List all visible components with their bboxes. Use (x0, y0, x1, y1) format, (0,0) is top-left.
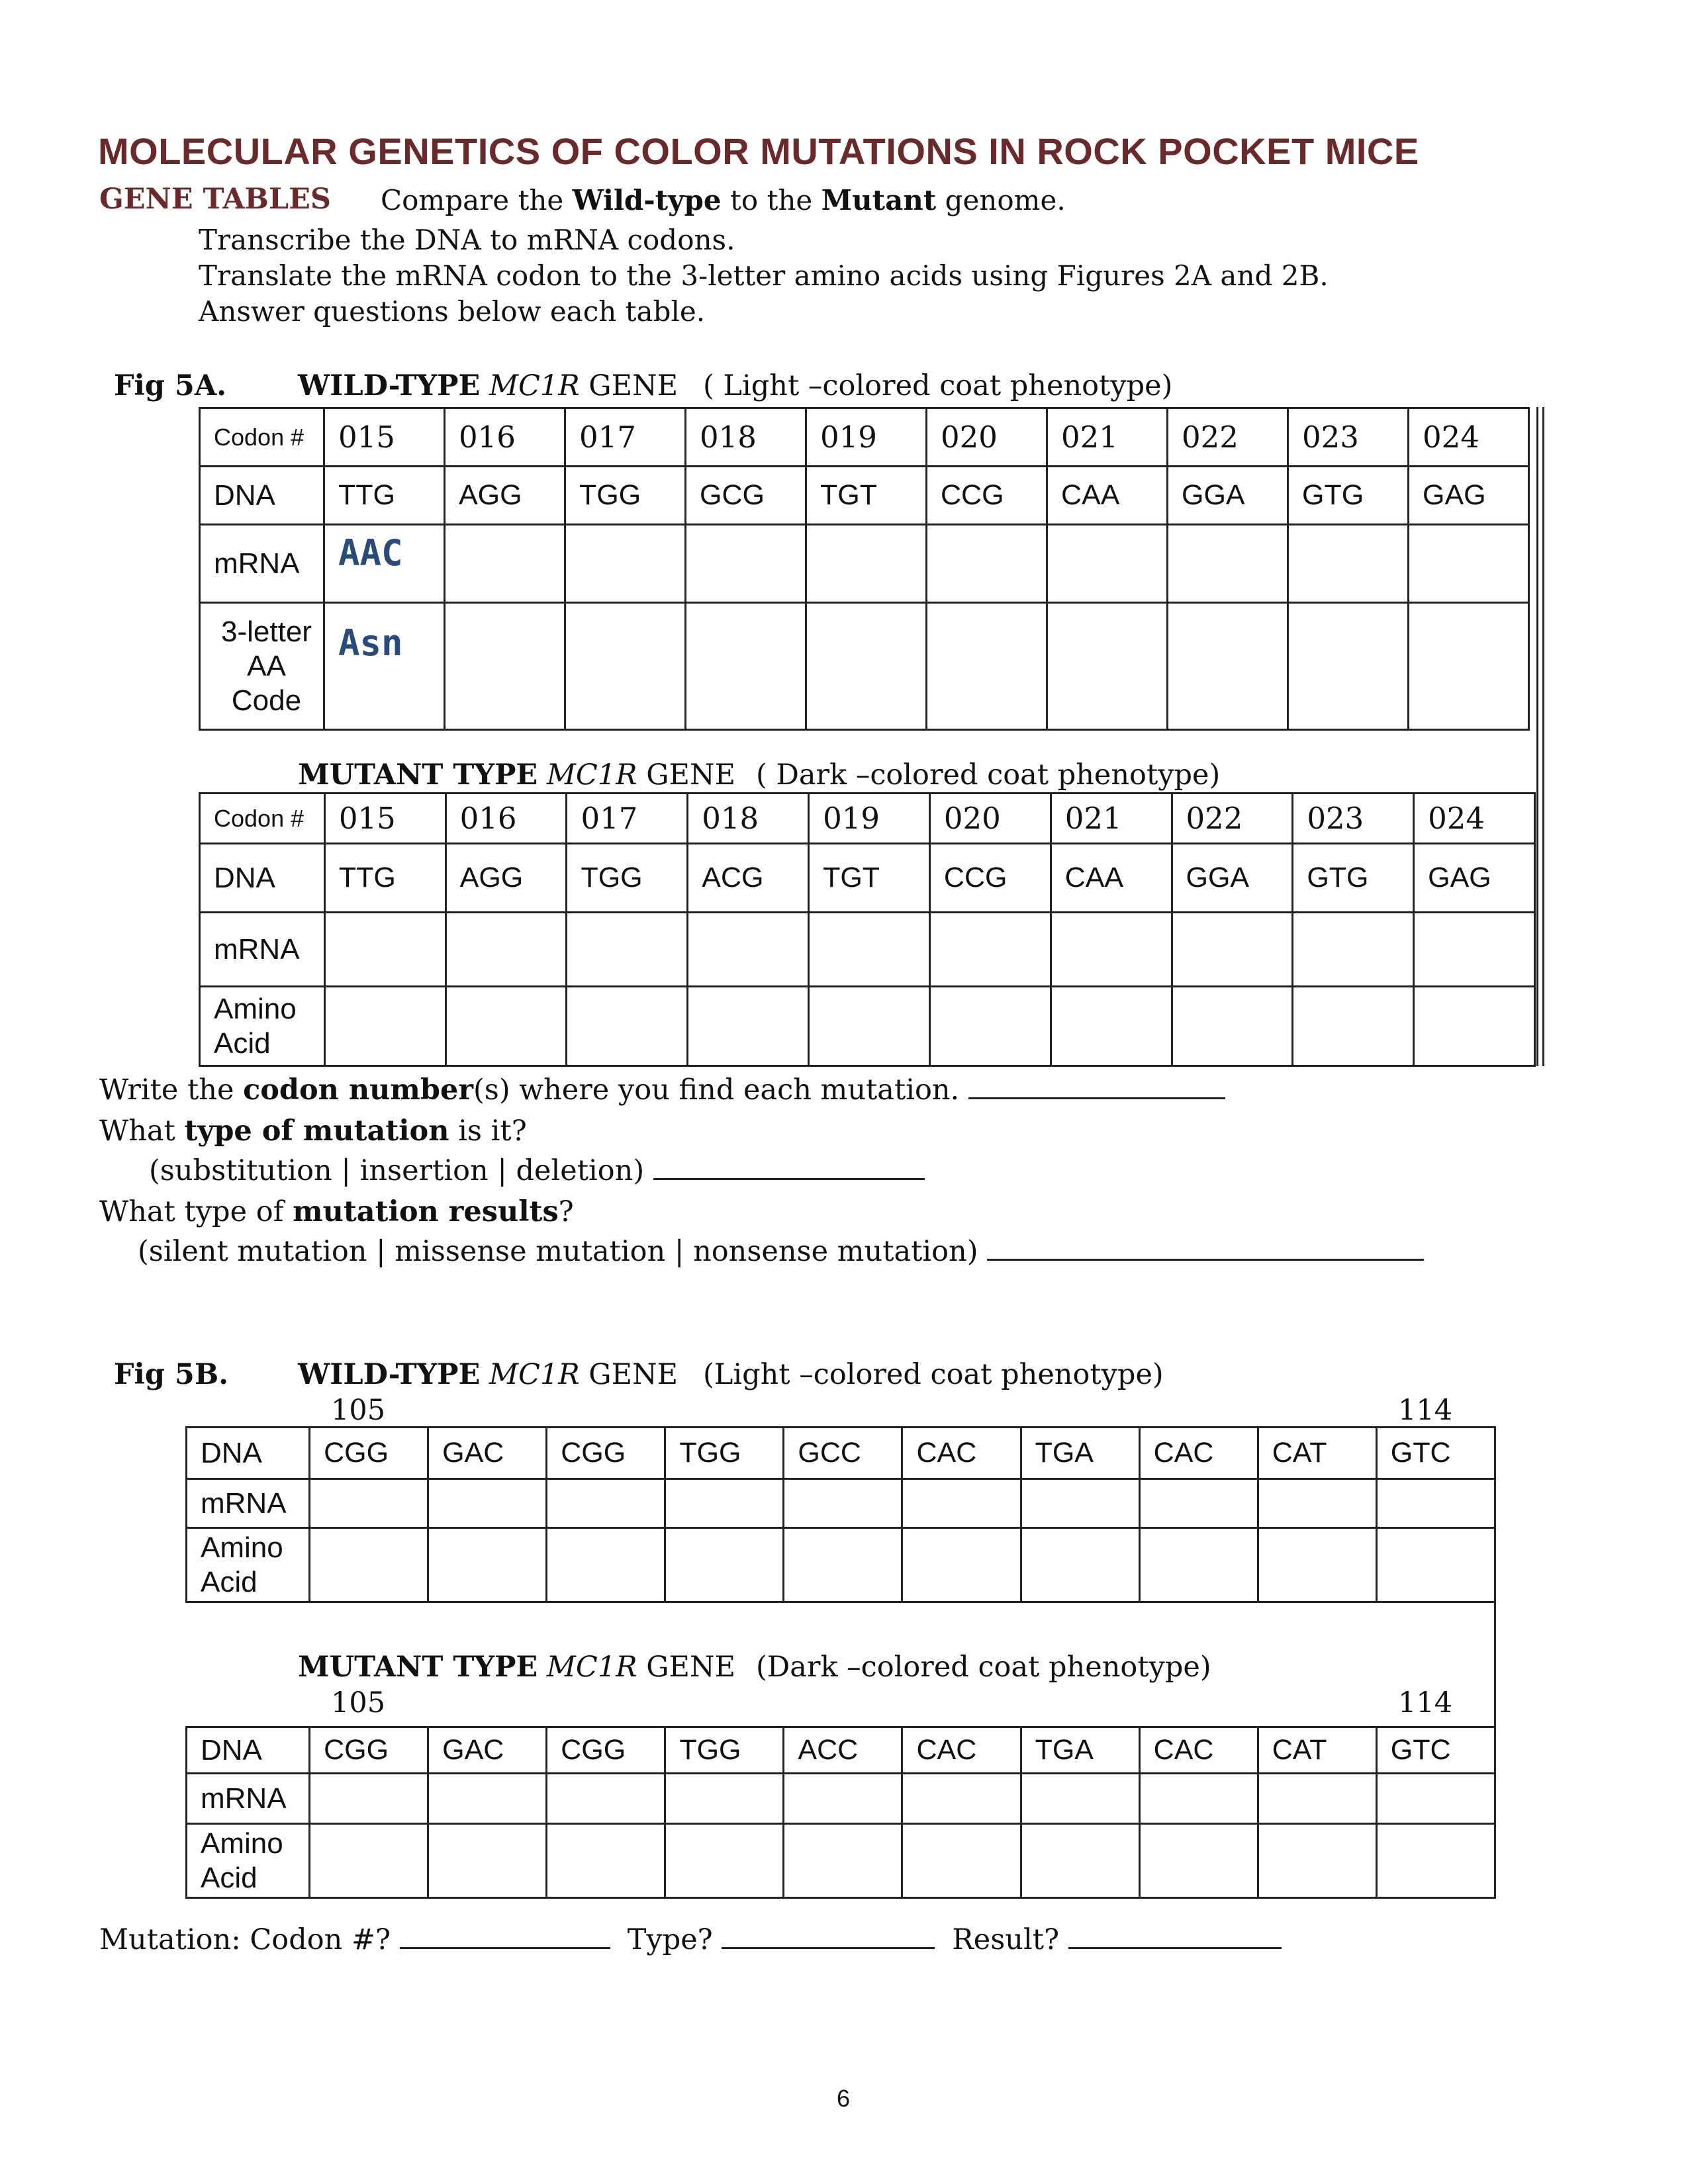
codon-cell: 023 (1293, 794, 1414, 844)
mrna-answer-cell[interactable] (1376, 1774, 1495, 1824)
aa-answer-cell[interactable] (445, 603, 565, 730)
mutation-result-options: (silent mutation | missense mutation | nonsense mutation) (138, 1235, 1424, 1268)
codon-cell: 024 (1409, 408, 1529, 467)
aa-answer-cell[interactable] (1021, 1824, 1139, 1898)
mrna-answer-cell[interactable] (686, 525, 806, 603)
codon-cell: 019 (806, 408, 927, 467)
fig-5a-wild-table (199, 407, 1530, 731)
fig-5b-wild-title: WILD-TYPE MC1R GENE (298, 1358, 679, 1391)
aa-answer-cell[interactable] (686, 603, 806, 730)
codon-cell: 016 (445, 408, 565, 467)
intro-line: Compare the Wild-type to the Mutant genome. (381, 184, 1066, 216)
mrna-answer-cell[interactable] (927, 525, 1047, 603)
aa-answer-cell[interactable] (1258, 1824, 1376, 1898)
mrna-answer-cell[interactable] (665, 1479, 784, 1528)
mrna-answer-cell[interactable] (1051, 913, 1172, 987)
start-codon-number: 105 (331, 1686, 386, 1719)
aa-example-cell[interactable]: Asn (324, 603, 445, 730)
codon-row (200, 408, 1529, 467)
dna-row (187, 1428, 1495, 1479)
codon-cell: 019 (809, 794, 930, 844)
mrna-answer-cell[interactable] (567, 913, 688, 987)
row-label-aa: Amino Acid (187, 1528, 310, 1602)
codon-cell: 016 (445, 794, 567, 844)
row-label-mrna: mRNA (200, 913, 325, 987)
mrna-answer-cell[interactable] (1288, 525, 1409, 603)
dna-cell: ACG (688, 844, 809, 913)
dna-cell: CGG (547, 1727, 665, 1774)
mutation-answer-line: Mutation: Codon #? Type? Result? (99, 1923, 1282, 1956)
aa-answer-cell[interactable] (445, 987, 567, 1066)
mrna-example-cell[interactable]: AAC (324, 525, 445, 603)
amino-acid-row (200, 987, 1535, 1066)
mrna-answer-cell[interactable] (784, 1479, 902, 1528)
mrna-answer-cell[interactable] (1021, 1774, 1139, 1824)
dna-cell: CAC (1139, 1428, 1258, 1479)
dna-cell: GTC (1376, 1428, 1495, 1479)
codon-row (200, 794, 1535, 844)
mrna-answer-cell[interactable] (310, 1774, 428, 1824)
fig-5b-mutant-table (185, 1726, 1496, 1899)
mrna-answer-cell[interactable] (445, 913, 567, 987)
dna-row (200, 844, 1535, 913)
codon-cell: 021 (1051, 794, 1172, 844)
mrna-answer-cell[interactable] (806, 525, 927, 603)
codon-cell: 015 (324, 408, 445, 467)
mrna-answer-cell[interactable] (688, 913, 809, 987)
fig-5a-mutant-title: MUTANT TYPE MC1R GENE (298, 758, 735, 792)
mrna-answer-cell[interactable] (1258, 1479, 1376, 1528)
row-label-dna: DNA (200, 467, 324, 525)
row-label-dna: DNA (200, 844, 325, 913)
mrna-answer-cell[interactable] (1047, 525, 1168, 603)
aa-answer-cell[interactable] (547, 1528, 665, 1602)
dna-cell: TGA (1021, 1727, 1139, 1774)
codon-cell: 021 (1047, 408, 1168, 467)
mrna-answer-cell[interactable] (310, 1479, 428, 1528)
aa-answer-cell[interactable] (1258, 1528, 1376, 1602)
aa-answer-cell[interactable] (1047, 603, 1168, 730)
dna-cell: CAC (902, 1428, 1021, 1479)
mrna-answer-cell[interactable] (1414, 913, 1535, 987)
aa-answer-cell[interactable] (1293, 987, 1414, 1066)
dna-cell: CAT (1258, 1428, 1376, 1479)
mrna-answer-cell[interactable] (547, 1479, 665, 1528)
dna-cell: GCC (784, 1428, 902, 1479)
aa-answer-cell[interactable] (784, 1528, 902, 1602)
aa-answer-cell[interactable] (929, 987, 1051, 1066)
mrna-row (200, 525, 1529, 603)
answer-blank-codon[interactable] (968, 1073, 1225, 1099)
dna-cell: CAT (1258, 1727, 1376, 1774)
instruction-step-1: Transcribe the DNA to mRNA codons. (199, 224, 735, 256)
dna-cell: TGG (665, 1428, 784, 1479)
aa-answer-cell[interactable] (688, 987, 809, 1066)
aa-answer-cell[interactable] (310, 1824, 428, 1898)
dna-cell: GCG (686, 467, 806, 525)
aa-answer-cell[interactable] (567, 987, 688, 1066)
fig-5a-wild-phenotype: ( Light –colored coat phenotype) (703, 369, 1173, 402)
aa-answer-cell[interactable] (806, 603, 927, 730)
mrna-answer-cell[interactable] (929, 913, 1051, 987)
aa-answer-cell[interactable] (665, 1528, 784, 1602)
amino-acid-row (200, 603, 1529, 730)
dna-cell: AGG (445, 844, 567, 913)
dna-cell: GAG (1414, 844, 1535, 913)
mrna-answer-cell[interactable] (428, 1479, 547, 1528)
fig-5a-wild-title: WILD-TYPE MC1R GENE (298, 369, 679, 402)
answer-blank-codon[interactable] (400, 1923, 610, 1949)
codon-cell: 017 (567, 794, 688, 844)
page-title: MOLECULAR GENETICS OF COLOR MUTATIONS IN ROCK POCKET MICE (98, 130, 1419, 172)
mrna-answer-cell[interactable] (1376, 1479, 1495, 1528)
dna-cell: AGG (445, 467, 565, 525)
table-border-rule (1536, 407, 1538, 1066)
dna-cell: CCG (927, 467, 1047, 525)
aa-answer-cell[interactable] (565, 603, 686, 730)
dna-cell: GTG (1293, 844, 1414, 913)
aa-answer-cell[interactable] (927, 603, 1047, 730)
mrna-row (187, 1479, 1495, 1528)
fig-5b-wild-phenotype: (Light –colored coat phenotype) (703, 1358, 1164, 1391)
dna-cell: GGA (1172, 844, 1293, 913)
mrna-answer-cell[interactable] (1409, 525, 1529, 603)
dna-cell: CGG (310, 1727, 428, 1774)
dna-cell: TGT (806, 467, 927, 525)
codon-cell: 018 (688, 794, 809, 844)
aa-answer-cell[interactable] (1409, 603, 1529, 730)
mrna-answer-cell[interactable] (902, 1774, 1021, 1824)
codon-cell: 015 (324, 794, 445, 844)
mrna-answer-cell[interactable] (1258, 1774, 1376, 1824)
aa-answer-cell[interactable] (1021, 1528, 1139, 1602)
dna-cell: CAC (902, 1727, 1021, 1774)
aa-answer-cell[interactable] (324, 987, 445, 1066)
dna-cell: GAC (428, 1727, 547, 1774)
aa-answer-cell[interactable] (1139, 1824, 1258, 1898)
aa-answer-cell[interactable] (1414, 987, 1535, 1066)
dna-row (200, 467, 1529, 525)
dna-cell: GAC (428, 1428, 547, 1479)
page-number: 6 (837, 2085, 851, 2112)
amino-acid-row (187, 1528, 1495, 1602)
aa-answer-cell[interactable] (428, 1824, 547, 1898)
dna-cell: TTG (324, 467, 445, 525)
dna-row (187, 1727, 1495, 1774)
dna-cell: CCG (929, 844, 1051, 913)
aa-answer-cell[interactable] (1172, 987, 1293, 1066)
row-label-aa: Amino Acid (200, 987, 325, 1066)
answer-blank-result[interactable] (987, 1235, 1424, 1261)
dna-cell: TGA (1021, 1428, 1139, 1479)
dna-cell: CAA (1047, 467, 1168, 525)
answer-blank-type[interactable] (653, 1154, 925, 1180)
mrna-answer-cell[interactable] (1021, 1479, 1139, 1528)
mrna-answer-cell[interactable] (1168, 525, 1288, 603)
aa-answer-cell[interactable] (1376, 1824, 1495, 1898)
dna-cell: GGA (1168, 467, 1288, 525)
fig-5b-mutant-title: MUTANT TYPE MC1R GENE (298, 1651, 735, 1684)
dna-cell: TTG (324, 844, 445, 913)
instruction-step-3: Answer questions below each table. (199, 295, 706, 328)
table-border-rule (1494, 1602, 1496, 1729)
mrna-answer-cell[interactable] (1172, 913, 1293, 987)
answer-blank-result[interactable] (1068, 1923, 1282, 1949)
aa-answer-cell[interactable] (1168, 603, 1288, 730)
aa-answer-cell[interactable] (902, 1824, 1021, 1898)
row-label-dna: DNA (187, 1727, 310, 1774)
fig-5a-mutant-phenotype: ( Dark –colored coat phenotype) (756, 758, 1221, 792)
dna-cell: TGG (567, 844, 688, 913)
dna-cell: GTC (1376, 1727, 1495, 1774)
start-codon-number: 105 (331, 1394, 386, 1427)
mrna-answer-cell[interactable] (565, 525, 686, 603)
mrna-answer-cell[interactable] (1293, 913, 1414, 987)
dna-cell: CAC (1139, 1727, 1258, 1774)
mrna-answer-cell[interactable] (1139, 1774, 1258, 1824)
question-codon-number: Write the codon number(s) where you find each mutation. (99, 1073, 1225, 1107)
mrna-row (200, 913, 1535, 987)
dna-cell: TGT (809, 844, 930, 913)
mrna-answer-cell[interactable] (902, 1479, 1021, 1528)
end-codon-number: 114 (1398, 1686, 1453, 1719)
row-label-dna: DNA (187, 1428, 310, 1479)
aa-answer-cell[interactable] (1288, 603, 1409, 730)
codon-cell: 018 (686, 408, 806, 467)
answer-blank-type[interactable] (722, 1923, 935, 1949)
fig-5a-mutant-table (199, 792, 1536, 1067)
fig-5a-label: Fig 5A. (114, 369, 227, 402)
mrna-answer-cell[interactable] (324, 913, 445, 987)
dna-cell: TGG (665, 1727, 784, 1774)
fig-5b-label: Fig 5B. (114, 1358, 229, 1391)
dna-cell: CAA (1051, 844, 1172, 913)
dna-cell: ACC (784, 1727, 902, 1774)
aa-answer-cell[interactable] (310, 1528, 428, 1602)
mrna-answer-cell[interactable] (665, 1774, 784, 1824)
question-mutation-result: What type of mutation results? (99, 1195, 574, 1228)
row-label-mrna: mRNA (187, 1479, 310, 1528)
aa-answer-cell[interactable] (784, 1824, 902, 1898)
mrna-answer-cell[interactable] (445, 525, 565, 603)
mrna-answer-cell[interactable] (1139, 1479, 1258, 1528)
aa-answer-cell[interactable] (809, 987, 930, 1066)
end-codon-number: 114 (1398, 1394, 1453, 1427)
aa-answer-cell[interactable] (665, 1824, 784, 1898)
fig-5b-mutant-phenotype: (Dark –colored coat phenotype) (756, 1651, 1211, 1684)
codon-cell: 022 (1172, 794, 1293, 844)
dna-cell: CGG (310, 1428, 428, 1479)
row-label-codon: Codon # (200, 794, 325, 844)
mrna-answer-cell[interactable] (784, 1774, 902, 1824)
mrna-row (187, 1774, 1495, 1824)
row-label-aa: 3-letter AA Code (200, 603, 324, 730)
dna-cell: TGG (565, 467, 686, 525)
dna-cell: GAG (1409, 467, 1529, 525)
fig-5b-wild-table (185, 1426, 1496, 1603)
aa-answer-cell[interactable] (1051, 987, 1172, 1066)
mrna-answer-cell[interactable] (809, 913, 930, 987)
codon-cell: 024 (1414, 794, 1535, 844)
codon-cell: 023 (1288, 408, 1409, 467)
codon-cell: 022 (1168, 408, 1288, 467)
mrna-answer-cell[interactable] (428, 1774, 547, 1824)
question-mutation-type: What type of mutation is it? (99, 1115, 527, 1148)
instruction-step-2: Translate the mRNA codon to the 3-letter amino acids using Figures 2A and 2B. (199, 259, 1329, 292)
aa-answer-cell[interactable] (428, 1528, 547, 1602)
mrna-answer-cell[interactable] (547, 1774, 665, 1824)
table-border-rule (1542, 407, 1544, 1066)
dna-cell: CGG (547, 1428, 665, 1479)
codon-cell: 017 (565, 408, 686, 467)
amino-acid-row (187, 1824, 1495, 1898)
row-label-mrna: mRNA (200, 525, 324, 603)
aa-answer-cell[interactable] (1376, 1528, 1495, 1602)
aa-answer-cell[interactable] (902, 1528, 1021, 1602)
mutation-type-options: (substitution | insertion | deletion) (149, 1154, 925, 1187)
aa-answer-cell[interactable] (1139, 1528, 1258, 1602)
row-label-codon: Codon # (200, 408, 324, 467)
row-label-aa: Amino Acid (187, 1824, 310, 1898)
dna-cell: GTG (1288, 467, 1409, 525)
aa-answer-cell[interactable] (547, 1824, 665, 1898)
row-label-mrna: mRNA (187, 1774, 310, 1824)
codon-cell: 020 (929, 794, 1051, 844)
codon-cell: 020 (927, 408, 1047, 467)
gene-tables-heading: GENE TABLES (99, 183, 331, 216)
